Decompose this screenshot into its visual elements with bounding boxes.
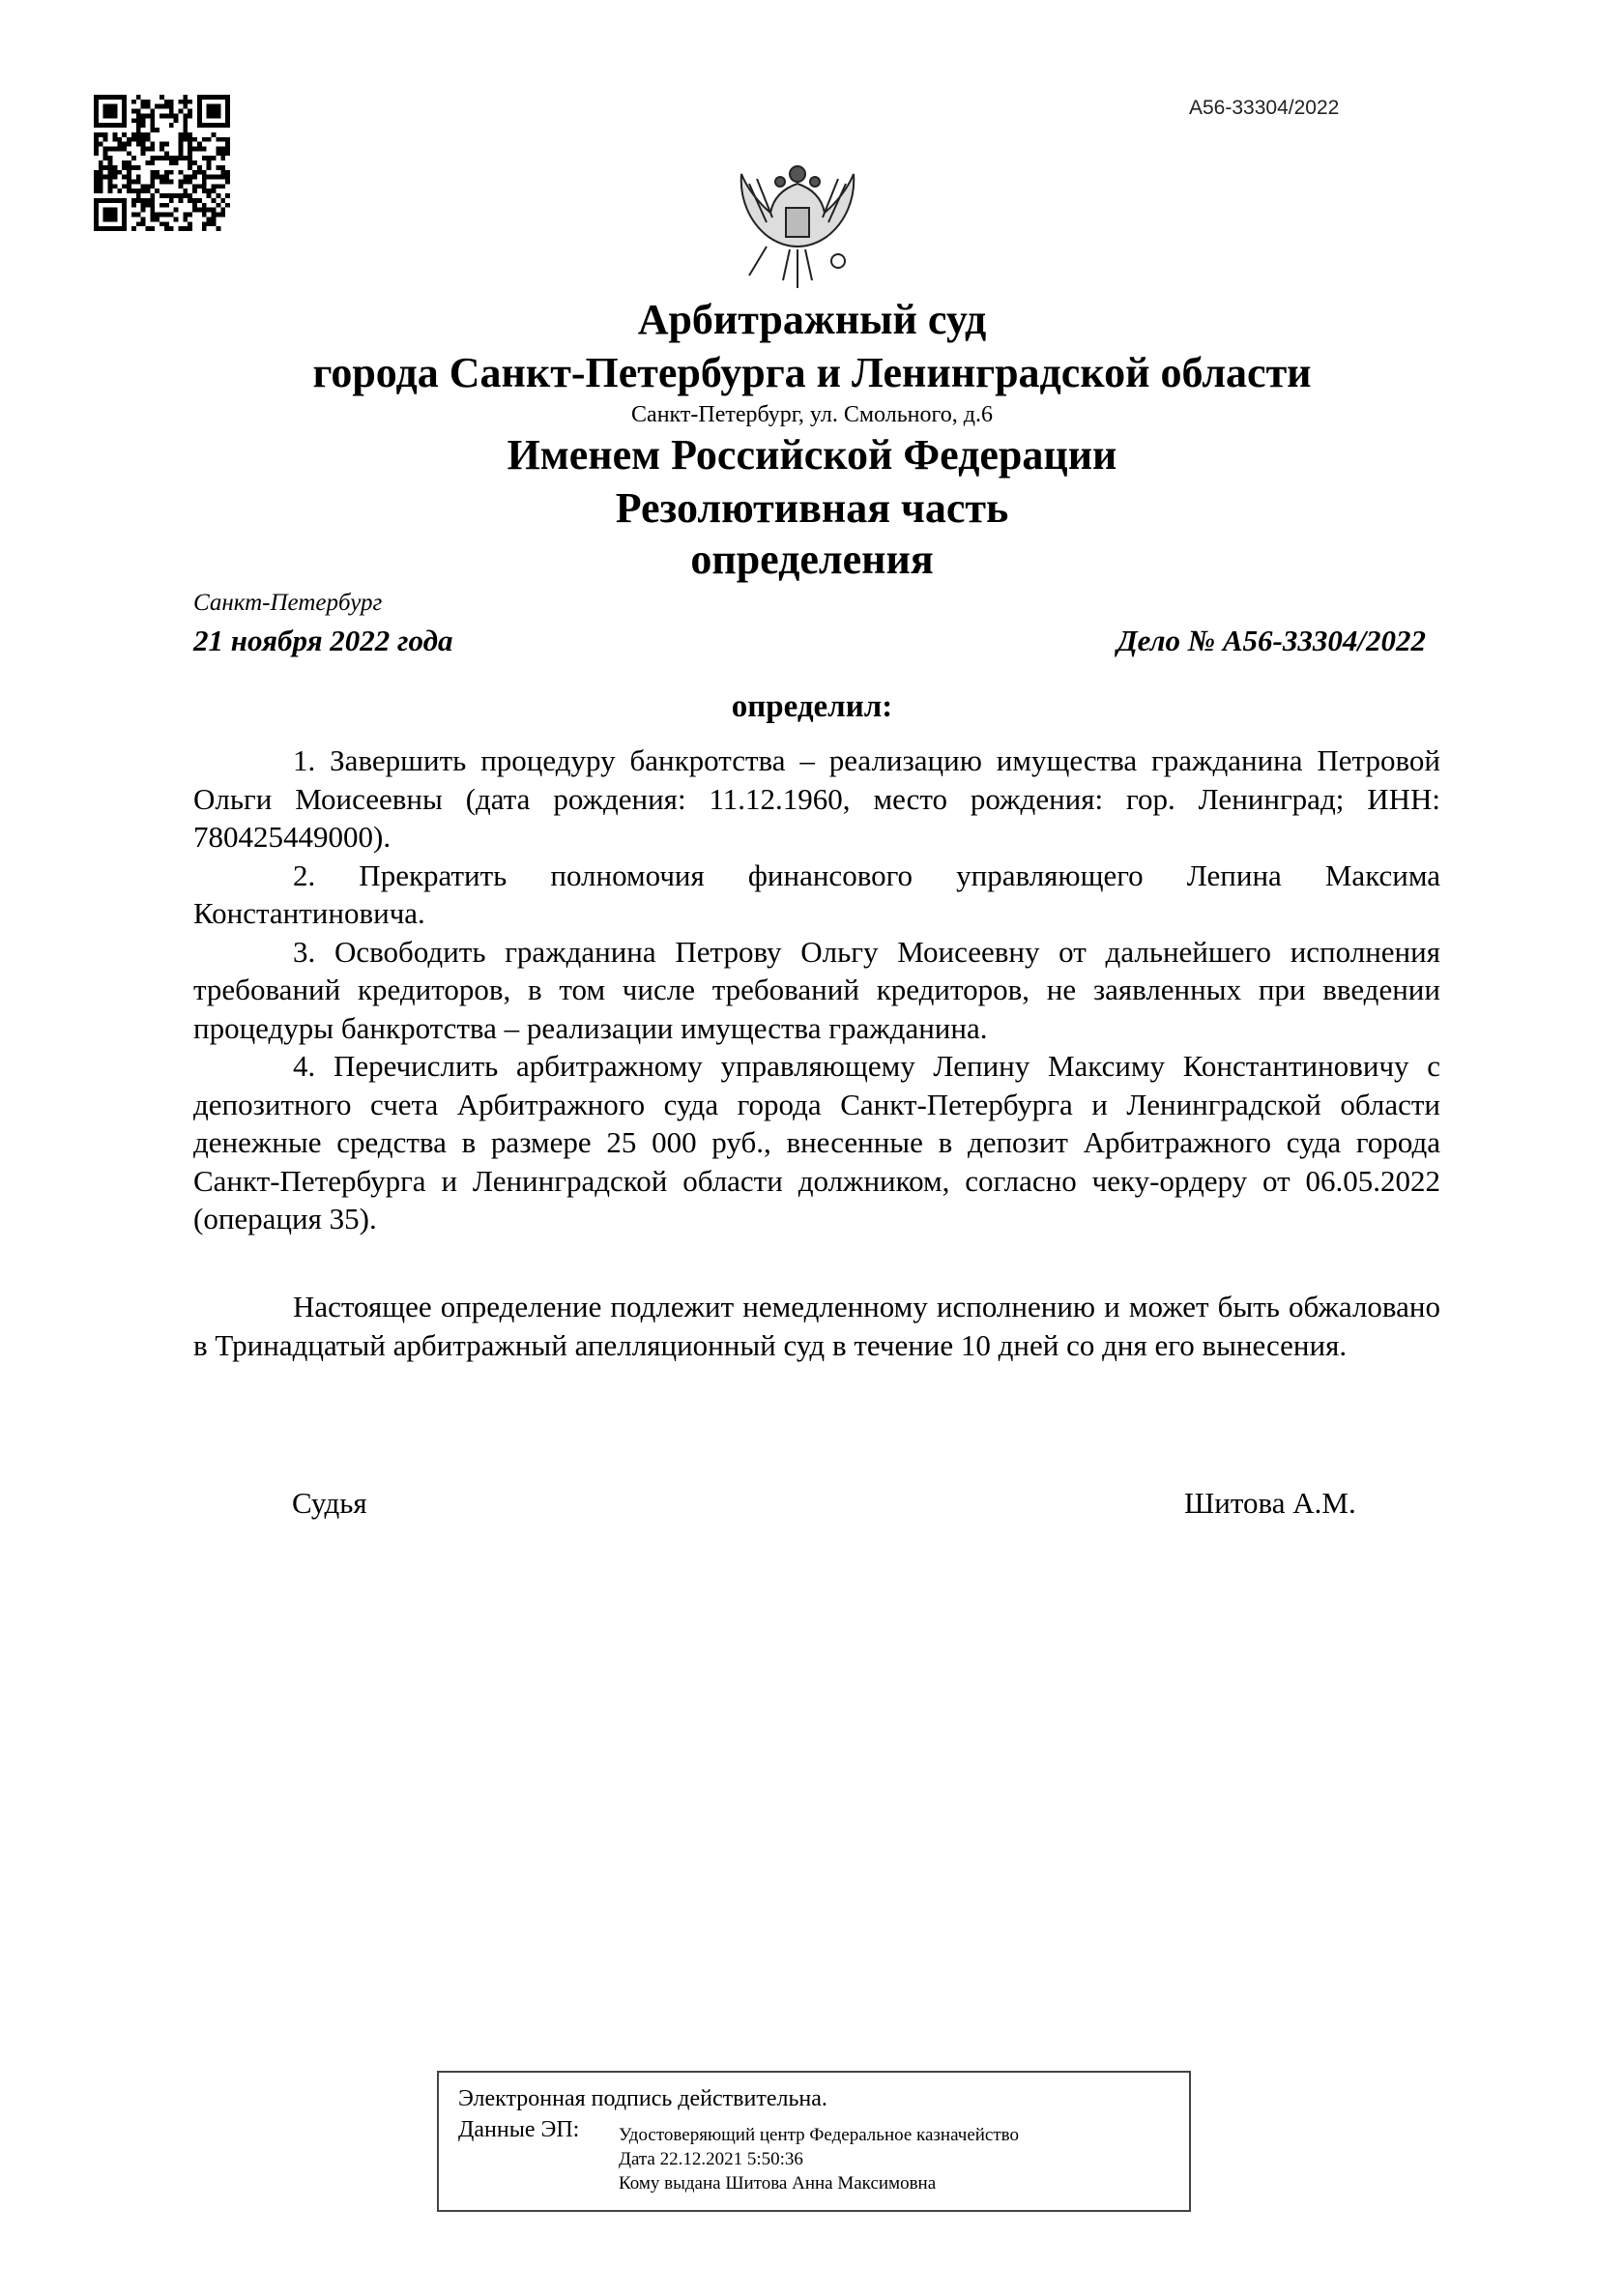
document-date: 21 ноября 2022 года [193, 624, 453, 657]
court-address: Санкт-Петербург, ул. Смольного, д.6 [631, 402, 993, 427]
e-signature-data-label: Данные ЭП: [458, 2117, 580, 2142]
heading-part: Резолютивная часть [615, 484, 1009, 532]
city: Санкт-Петербург [193, 590, 383, 616]
ruling-item: 2. Прекратить полномочия финансового управляющего Лепина Максима Константиновича. [193, 857, 1440, 930]
court-name-line2: города Санкт-Петербурга и Ленинградской области [312, 349, 1312, 396]
e-signature-date: Дата 22.12.2021 5:50:36 [619, 2149, 803, 2169]
ruled-heading: определил: [731, 689, 893, 724]
ruling-item: 1. Завершить процедуру банкротства – реализацию имущества гражданина Петровой Ольги Моисеевны (дата рождения: 11.12.1960, место рождения: гор. Ленинград; ИНН: 780425449000). [193, 743, 1440, 854]
final-paragraph-text: Настоящее определение подлежит немедленному исполнению и может быть обжаловано в Тринадцатый арбитражный апелляционный суд в течение 10 дней со дня его вынесения. [193, 1290, 1440, 1362]
e-signature-box [437, 2071, 1191, 2212]
ruling-items [193, 741, 1440, 1238]
e-signature-status: Электронная подпись действительна. [458, 2086, 827, 2111]
e-signature-issued-to: Кому выдана Шитова Анна Максимовна [619, 2173, 937, 2194]
heading-in-the-name: Именем Российской Федерации [507, 431, 1117, 479]
coat-of-arms-icon [730, 155, 865, 295]
case-number-header: А56-33304/2022 [1189, 97, 1340, 119]
court-name-line1: Арбитражный суд [637, 296, 987, 343]
judge-label: Судья [292, 1486, 367, 1520]
heading-doc-type: определения [690, 536, 934, 583]
judge-name: Шитова А.М. [1184, 1486, 1356, 1520]
ruling-item: 3. Освободить гражданина Петрову Ольгу Моисеевну от дальнейшего исполнения требований кредиторов, в том числе требований кредиторов, не заявленных при введении процедуры банкротства – реализации имущества гражданина. [193, 934, 1440, 1045]
final-paragraph [193, 1288, 1440, 1364]
e-signature-details [619, 2123, 1019, 2195]
qr-code-icon [94, 95, 230, 231]
e-signature-issuer: Удостоверяющий центр Федеральное казначейство [619, 2125, 1019, 2145]
ruling-item: 4. Перечислить арбитражному управляющему Лепину Максиму Константиновичу с депозитного счета Арбитражного суда города Санкт-Петербурга и Ленинградской области денежные средства в размере 25 000 руб., внесенные в депозит Арбитражного суда города Санкт-Петербурга и Ленинградской области должником, согласно чеку-ордеру от 06.05.2022 (операция 35). [193, 1049, 1440, 1235]
case-number: Дело № А56-33304/2022 [1116, 624, 1426, 657]
